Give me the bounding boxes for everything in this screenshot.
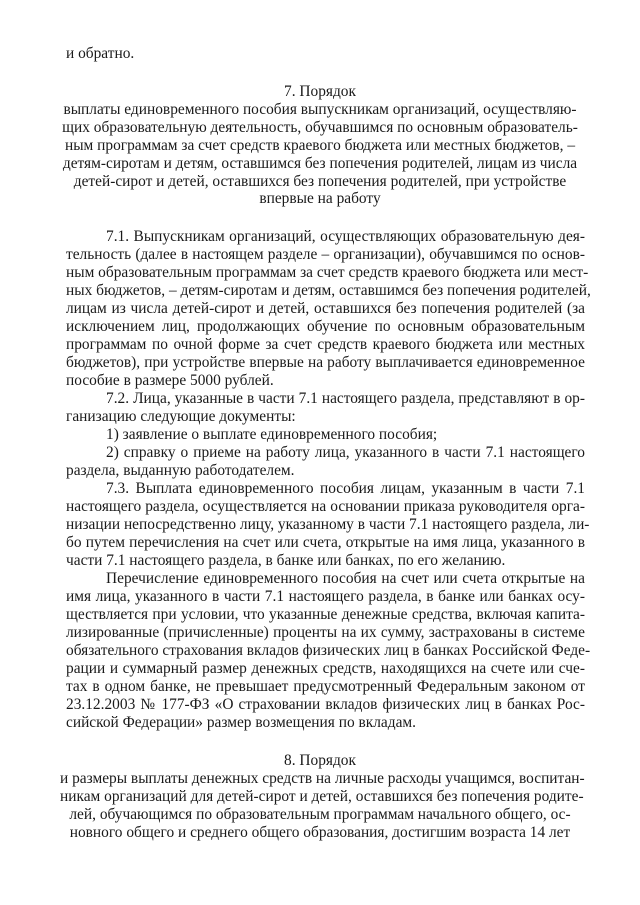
section-8-subtitle-line: лей, обучающимся по образовательным программам начального общего, ос-	[69, 806, 571, 823]
continuation-text: и обратно.	[66, 45, 135, 62]
section-7-subtitle-line: впервые на работу	[259, 190, 381, 207]
paragraph-7-3-line: низации непосредственно лицу, указанному в части 7.1 настоящего раздела, ли-	[66, 516, 590, 533]
paragraph-7-1-line: лицам из числа детей-сирот и детей, оставшихся без попечения родителей (за	[66, 300, 585, 317]
list-item-2-line: 2) справку о приеме на работу лица, указанного в части 7.1 настоящего	[106, 444, 585, 461]
section-8-heading: 8. Порядок	[284, 752, 356, 769]
paragraph-7-1-line: ных бюджетов, – детям-сиротам и детям, оставшимся без попечения родителей,	[66, 282, 591, 299]
section-7-heading: 7. Порядок	[284, 83, 356, 100]
paragraph-7-3-line: настоящего раздела, осуществляется на основании приказа руководителя орга-	[66, 498, 585, 515]
section-7-subtitle-line: выплаты единовременного пособия выпускникам организаций, осуществляю-	[63, 101, 577, 118]
section-8-subtitle-line: и размеры выплаты денежных средств на личные расходы учащимся, воспитан-	[60, 770, 585, 787]
section-8-subtitle-line: новного общего и среднего общего образования, достигшим возраста 14 лет	[69, 824, 571, 841]
paragraph-7-3-line: бо путем перечисления на счет или счета, открытые на имя лица, указанного в	[66, 534, 585, 551]
paragraph-transfer-line: тах в одном банке, не превышает предусмотренный Федеральным законом от	[66, 678, 585, 695]
paragraph-7-1-line: программам по очной форме за счет средств краевого бюджета или местных	[66, 336, 585, 353]
section-8-subtitle-line: никам организаций для детей-сирот и детей, оставшихся без попечения родите-	[60, 788, 584, 805]
paragraph-transfer-line: обязательного страхования вкладов физических лиц в банках Российской Феде-	[66, 642, 591, 659]
section-7-subtitle-line: детей-сирот и детей, оставшихся без попечения родителей, при устройстве	[73, 173, 567, 190]
paragraph-7-1-line: тельность (далее в настоящем разделе – организации), обучавшимся по основ-	[66, 246, 585, 263]
paragraph-7-3-line: части 7.1 настоящего раздела, в банке или банках, по его желанию.	[66, 552, 506, 569]
paragraph-transfer-line: рации и суммарный размер денежных средств, находящихся на счете или сче-	[66, 660, 585, 677]
paragraph-7-1-line: исключением лиц, продолжающих обучение по основным образовательным	[66, 318, 585, 335]
section-7-subtitle-line: щих образовательную деятельность, обучавшимся по основным образователь-	[62, 119, 578, 136]
paragraph-transfer-line: сийской Федерации» размер возмещения по вкладам.	[66, 714, 416, 731]
paragraph-7-2-line: 7.2. Лица, указанные в части 7.1 настоящего раздела, представляют в ор-	[106, 390, 585, 407]
paragraph-7-1-line: ным образовательным программам за счет средств краевого бюджета или мест-	[66, 264, 589, 281]
paragraph-7-2-line: ганизацию следующие документы:	[66, 408, 296, 425]
paragraph-transfer-line: лизированные (причисленные) проценты на их сумму, застрахованы в системе	[66, 624, 585, 641]
list-item-2-line: раздела, выданную работодателем.	[66, 462, 295, 479]
paragraph-transfer-line: 23.12.2003 № 177-ФЗ «О страховании вкладов физических лиц в банках Рос-	[66, 696, 585, 713]
paragraph-7-3-line: 7.3. Выплата единовременного пособия лицам, указанным в части 7.1	[106, 480, 585, 497]
paragraph-transfer-line: Перечисление единовременного пособия на счет или счета открытые на	[106, 570, 585, 587]
section-7-subtitle-line: детям-сиротам и детям, оставшимся без попечения родителей, лицам из числа	[62, 155, 578, 172]
section-7-subtitle-line: ным программам за счет средств краевого бюджета или местных бюджетов, –	[64, 137, 576, 154]
paragraph-7-1-line: пособие в размере 5000 рублей.	[66, 372, 274, 389]
paragraph-transfer-line: имя лица, указанного в части 7.1 настоящего раздела, в банке или банках осу-	[66, 588, 585, 605]
paragraph-transfer-line: ществляется при условии, что указанные денежные средства, включая капита-	[66, 606, 585, 623]
paragraph-7-1-line: бюджетов), при устройстве впервые на работу выплачивается единовременное	[66, 354, 585, 371]
paragraph-7-1-line: 7.1. Выпускникам организаций, осуществляющих образовательную дея-	[106, 228, 585, 245]
list-item-1: 1) заявление о выплате единовременного пособия;	[106, 426, 438, 443]
